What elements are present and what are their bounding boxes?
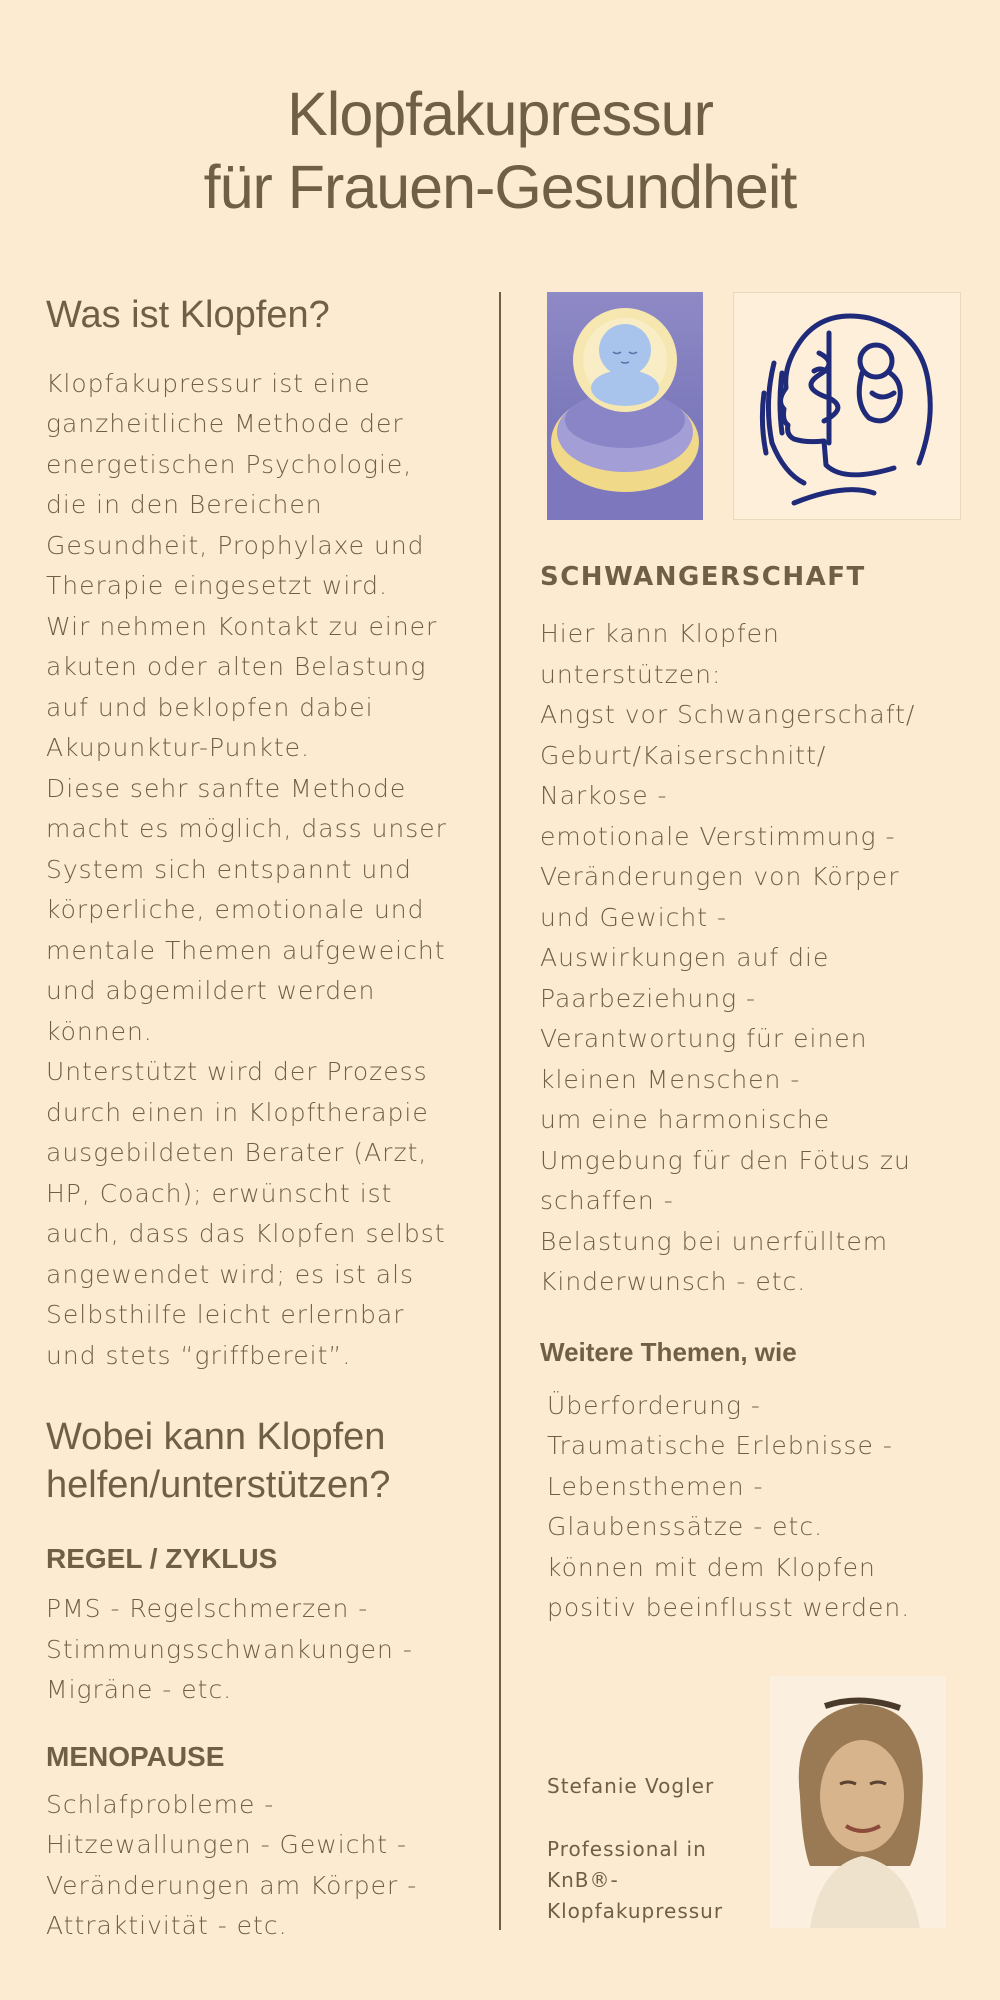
- text-line: Gesundheit, Prophylaxe und: [46, 530, 425, 560]
- section-title-regel-zyklus: REGEL / ZYKLUS: [46, 1543, 278, 1574]
- section-title-weitere-themen: Weitere Themen, wie: [540, 1336, 797, 1367]
- section-text-weitere-themen: [540, 1386, 960, 1629]
- text-line: schaffen -: [540, 1186, 674, 1215]
- text-line: Wir nehmen Kontakt zu einer: [46, 611, 438, 641]
- heading-wobei-kann-klopfen: [46, 1414, 486, 1509]
- text-line: Traumatische Erlebnisse -: [547, 1431, 893, 1460]
- section-title-menopause: MENOPAUSE: [46, 1740, 225, 1772]
- text-line: durch einen in Klopftherapie: [46, 1097, 429, 1127]
- text-line: Narkose -: [540, 781, 668, 810]
- text-line: Schlafprobleme -: [46, 1789, 275, 1819]
- text-line: akuten oder alten Belastung: [46, 652, 427, 681]
- text-line: Diese sehr sanfte Methode: [46, 773, 407, 803]
- text-line: Überforderung -: [547, 1390, 761, 1420]
- text-line: Geburt/Kaiserschnitt/: [540, 740, 827, 770]
- text-line: und Gewicht -: [540, 902, 728, 932]
- title-line-2: für Frauen-Gesundheit: [203, 153, 797, 222]
- text-line: Stimmungsschwankungen -: [46, 1634, 413, 1664]
- author-role: [547, 1834, 723, 1927]
- page-title: [0, 78, 1000, 224]
- text-line: Paarbeziehung -: [540, 983, 757, 1013]
- text-line: die in den Bereichen: [46, 490, 323, 519]
- column-divider: [499, 292, 501, 1930]
- section-text-menopause: [46, 1785, 486, 1947]
- author-name: Stefanie Vogler: [547, 1774, 715, 1798]
- text-line: macht es möglich, dass unser: [46, 814, 447, 843]
- right-column: [540, 292, 960, 1629]
- heading-line: Wobei kann Klopfen: [46, 1416, 386, 1458]
- text-line: System sich entspannt und: [46, 854, 412, 884]
- text-line: können.: [46, 1016, 153, 1046]
- title-line-1: Klopfakupressur: [287, 80, 713, 148]
- text-line: Akupunktur-Punkte.: [46, 733, 310, 762]
- text-line: angewendet wird; es ist als: [46, 1259, 415, 1289]
- section-text-regel-zyklus: [46, 1589, 486, 1711]
- text-line: ausgebildeten Berater (Arzt,: [46, 1138, 428, 1167]
- text-line: Veränderungen am Körper -: [46, 1870, 418, 1900]
- heading-line: helfen/unterstützen?: [46, 1463, 391, 1506]
- text-line: mentale Themen aufgeweicht: [46, 935, 446, 965]
- author-role-line: Professional in: [547, 1837, 707, 1861]
- text-line: und abgemildert werden: [46, 976, 376, 1005]
- text-line: Hitzewallungen - Gewicht -: [46, 1830, 408, 1859]
- author-photo: [770, 1676, 946, 1928]
- text-line: Unterstützt wird der Prozess: [46, 1057, 428, 1086]
- text-line: Therapie eingesetzt wird.: [46, 571, 388, 600]
- text-line: Selbsthilfe leicht erlernbar: [46, 1300, 405, 1329]
- text-line: ganzheitliche Methode der: [46, 409, 404, 438]
- text-line: Angst vor Schwangerschaft/: [540, 700, 916, 729]
- intro-text: [46, 364, 486, 1377]
- text-line: Klopfakupressur ist eine: [46, 368, 371, 398]
- text-line: kleinen Menschen -: [540, 1064, 801, 1094]
- text-line: HP, Coach); erwünscht ist: [46, 1178, 393, 1208]
- left-column: [46, 292, 486, 1947]
- text-line: können mit dem Klopfen: [547, 1552, 876, 1582]
- text-line: körperliche, emotionale und: [46, 895, 425, 924]
- author-role-line: Klopfakupressur: [547, 1899, 724, 1923]
- text-line: Lebensthemen -: [547, 1471, 764, 1501]
- text-line: emotionale Verstimmung -: [540, 821, 896, 851]
- text-line: Verantwortung für einen: [540, 1024, 868, 1053]
- text-line: Hier kann Klopfen: [540, 619, 780, 648]
- text-line: PMS - Regelschmerzen -: [46, 1594, 369, 1623]
- text-line: energetischen Psychologie,: [46, 449, 413, 479]
- text-line: Belastung bei unerfülltem: [540, 1226, 889, 1256]
- text-line: auch, dass das Klopfen selbst: [46, 1219, 446, 1248]
- text-line: Kinderwunsch - etc.: [540, 1267, 807, 1296]
- heading-was-ist-klopfen: Was ist Klopfen?: [46, 294, 330, 336]
- text-line: und stets “griffbereit”.: [46, 1340, 352, 1370]
- section-title-schwangerschaft: SCHWANGERSCHAFT: [540, 562, 866, 592]
- author-portrait-icon: [770, 1676, 946, 1928]
- text-line: Attraktivität - etc.: [46, 1911, 288, 1940]
- text-line: positiv beeinflusst werden.: [547, 1593, 911, 1622]
- text-line: Umgebung für den Fötus zu: [540, 1145, 911, 1175]
- text-line: Migräne - etc.: [46, 1675, 233, 1704]
- section-text-schwangerschaft: [540, 614, 960, 1303]
- text-line: Auswirkungen auf die: [540, 943, 830, 972]
- text-line: um eine harmonische: [540, 1105, 831, 1134]
- text-line: unterstützen:: [540, 659, 722, 689]
- text-line: auf und beklopfen dabei: [46, 692, 374, 722]
- author-role-line: KnB®-: [547, 1868, 619, 1892]
- text-line: Veränderungen von Körper: [540, 862, 900, 891]
- text-line: Glaubenssätze - etc.: [547, 1512, 824, 1541]
